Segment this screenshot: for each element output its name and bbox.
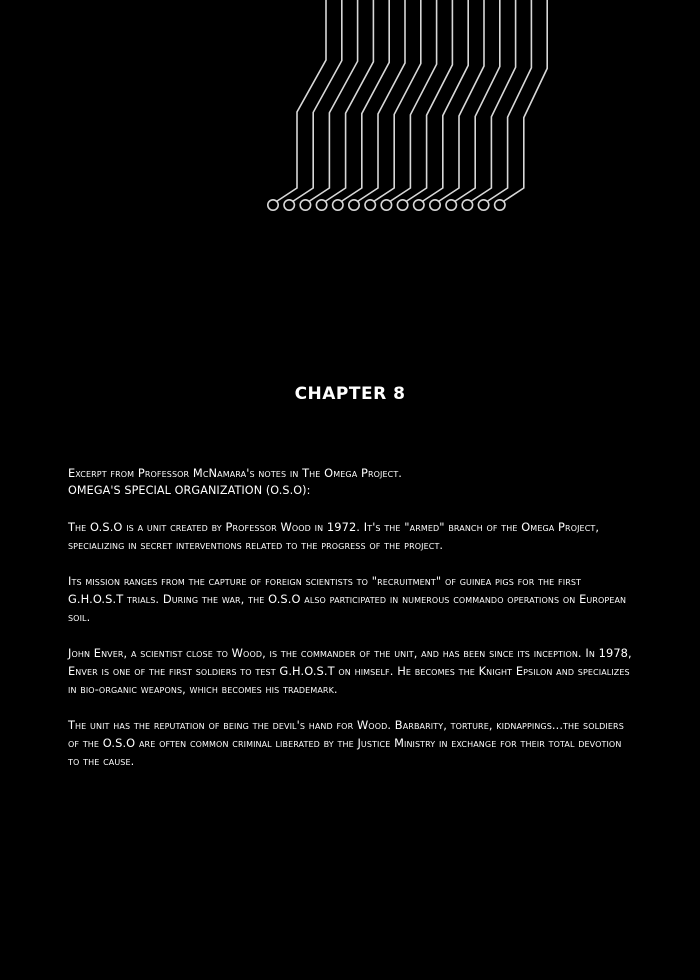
circuit-trace <box>406 0 452 201</box>
circuit-node <box>300 200 310 210</box>
notes-paragraph-3: John Enver, a scientist close to Wood, is the commander of the unit, and has been since its inception. In 1978, Enver is one of the first soldiers to test G.H.O.S.T on himself. He becomes the Knight Epsilon and specializes in bio-organic weapons, which becomes his trademark. <box>68 646 632 696</box>
notes-paragraph-2: Its mission ranges from the capture of foreign scientists to "recruitment" of guinea pigs for the first G.H.O.S.T trials. During the war, the O.S.O also participated in numerous commando operations on European soil. <box>68 574 627 624</box>
circuit-trace <box>277 0 326 201</box>
circuit-node <box>462 200 472 210</box>
circuit-node <box>430 200 440 210</box>
circuit-node <box>333 200 343 210</box>
circuit-trace <box>374 0 421 201</box>
circuit-node <box>495 200 505 210</box>
circuit-trace <box>471 0 516 201</box>
circuit-node <box>478 200 488 210</box>
circuit-node <box>446 200 456 210</box>
circuit-node <box>268 200 278 210</box>
circuit-trace <box>341 0 389 201</box>
circuit-trace <box>503 0 547 201</box>
circuit-trace <box>325 0 373 201</box>
circuit-trace <box>309 0 358 201</box>
circuit-trace <box>487 0 531 201</box>
notes-intro: Excerpt from Professor McNamara's notes in The Omega Project. <box>68 466 403 480</box>
chapter-title: CHAPTER 8 <box>294 384 406 404</box>
circuit-trace <box>439 0 484 201</box>
circuit-node <box>397 200 407 210</box>
notes-heading: OMEGA'S SPECIAL ORGANIZATION (O.S.O): <box>68 484 311 497</box>
circuit-node <box>284 200 294 210</box>
circuit-decoration <box>0 0 700 230</box>
circuit-trace <box>390 0 437 201</box>
circuit-trace <box>422 0 468 201</box>
circuit-trace <box>293 0 342 201</box>
notes-paragraph-1: The O.S.O is a unit created by Professor Wood in 1972. It's the "armed" branch of the Omega Project, specializing in secret interventions related to the progress of the project. <box>68 520 600 552</box>
notes-paragraph-4: The unit has the reputation of being the devil's hand for Wood. Barbarity, torture, kidnappings...the soldiers of the O.S.O are often common criminal liberated by the Justice Ministry in exchange for their total devotion to the cause. <box>68 718 624 768</box>
circuit-node <box>414 200 424 210</box>
circuit-node <box>365 200 375 210</box>
circuit-node <box>316 200 326 210</box>
circuit-node <box>349 200 359 210</box>
notes-excerpt <box>68 464 633 788</box>
circuit-node <box>381 200 391 210</box>
circuit-trace <box>358 0 405 201</box>
circuit-trace <box>455 0 500 201</box>
